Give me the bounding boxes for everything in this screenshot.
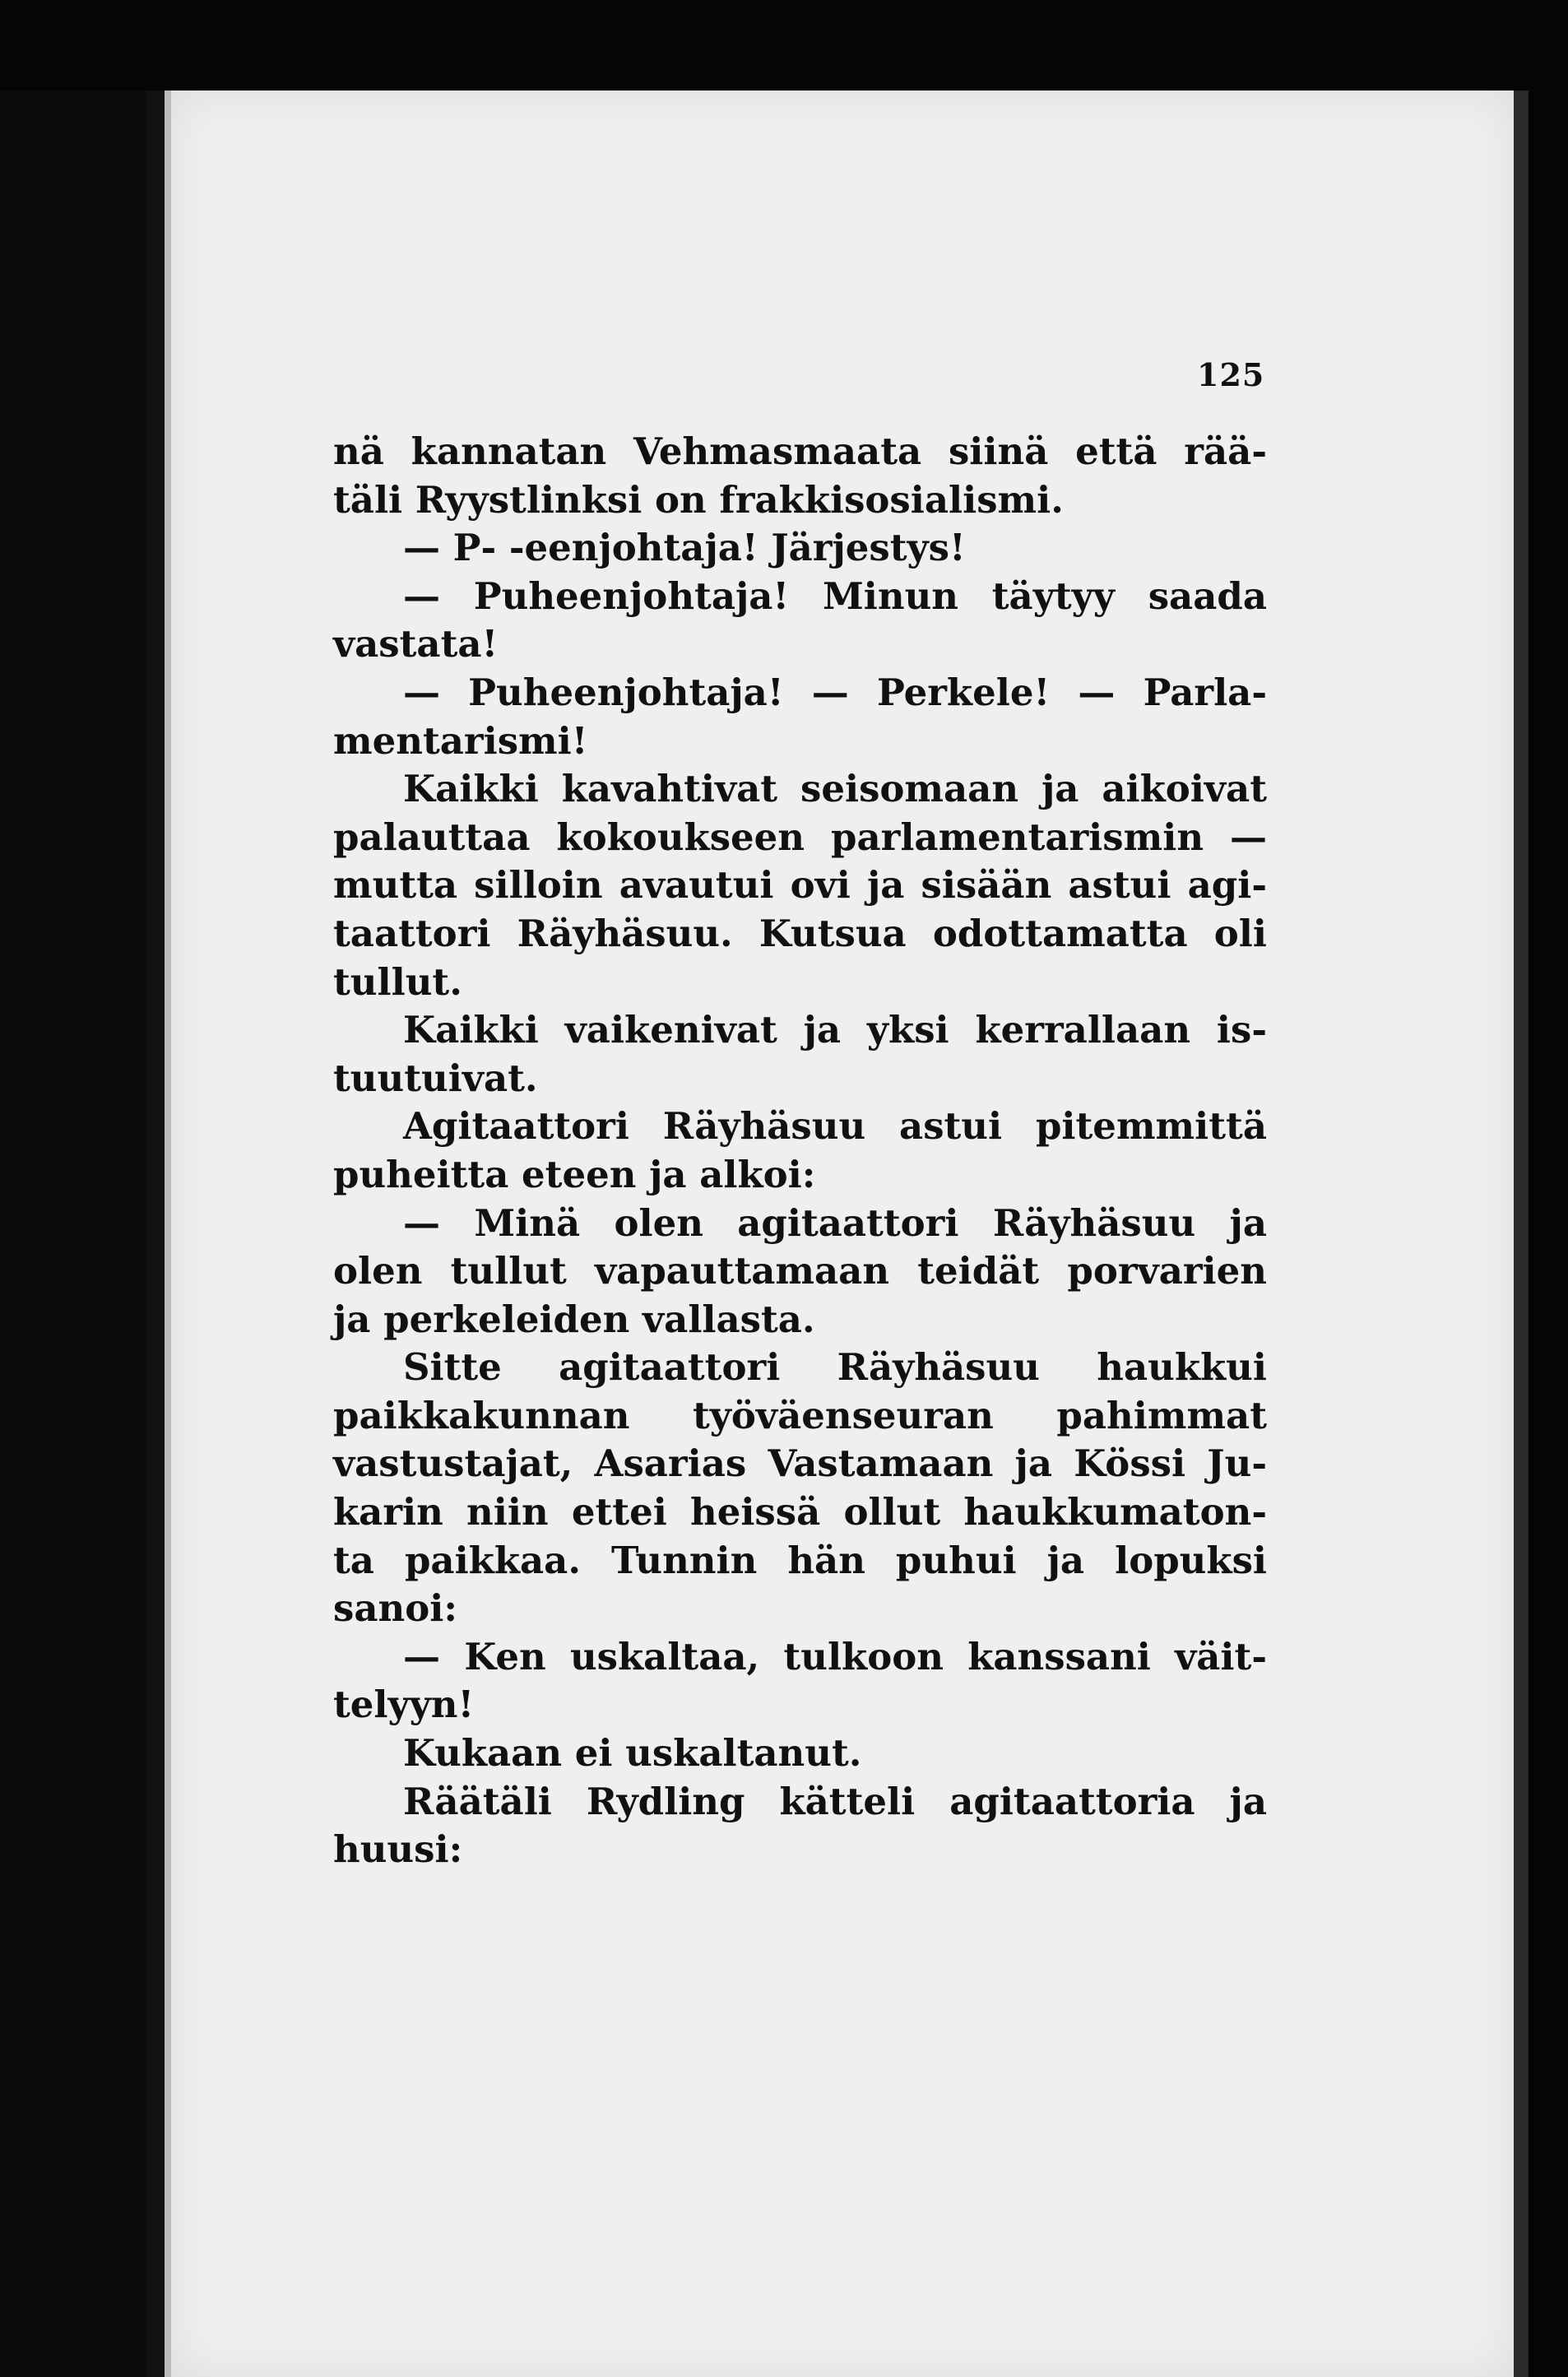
text-line: ta paikkaa. Tunnin hän puhui ja lopuksi <box>333 1538 1267 1582</box>
text-line: Agitaattori Räyhäsuu astui pitemmittä <box>403 1104 1267 1149</box>
text-line: mentarismi! <box>333 718 588 763</box>
text-line: nä kannatan Vehmasmaata siinä että rää- <box>333 429 1267 473</box>
text-line: paikkakunnan työväenseuran pahimmat <box>333 1393 1267 1437</box>
text-line: vastata! <box>333 622 499 666</box>
text-line: Kukaan ei uskaltanut. <box>403 1731 862 1776</box>
text-line: telyyn! <box>333 1683 475 1727</box>
page-number: 125 <box>1197 356 1265 393</box>
text-line: sanoi: <box>333 1586 457 1631</box>
text-line: vastustajat, Asarias Vastamaan ja Kössi Ju- <box>333 1442 1267 1486</box>
text-line: — Puheenjohtaja! — Perkele! — Parla- <box>403 670 1267 714</box>
text-line: Kaikki kavahtivat seisomaan ja aikoivat <box>403 767 1267 811</box>
text-line: — Minä olen agitaattori Räyhäsuu ja <box>403 1200 1267 1245</box>
text-line: olen tullut vapauttamaan teidät porvarien <box>333 1249 1267 1293</box>
text-line: palauttaa kokoukseen parlamentarismin — <box>333 815 1267 859</box>
text-line: tuutuivat. <box>333 1056 538 1100</box>
right-border <box>1529 0 1568 2377</box>
text-line: karin niin ettei heissä ollut haukkumaton- <box>333 1490 1267 1534</box>
text-line: — Puheenjohtaja! Minun täytyy saada <box>403 573 1267 618</box>
text-line: täli Ryystlinksi on frakkisosialismi. <box>333 477 1064 522</box>
text-line: Sitte agitaattori Räyhäsuu haukkui <box>403 1345 1267 1390</box>
top-border <box>0 0 1568 91</box>
text-line: Räätäli Rydling kätteli agitaattoria ja <box>403 1779 1267 1823</box>
page-right-edge <box>1514 91 1529 2377</box>
text-line: — P‑ ‑eenjohtaja! Järjestys! <box>403 526 966 570</box>
binding-edge <box>146 91 165 2377</box>
text-line: huusi: <box>333 1827 463 1872</box>
text-line: taattori Räyhäsuu. Kutsua odottamatta oli <box>333 911 1267 955</box>
text-line: ja perkeleiden vallasta. <box>333 1297 815 1341</box>
page-left-margin-edge <box>165 91 171 2377</box>
text-line: tullut. <box>333 959 462 1004</box>
body-text <box>333 428 1267 1874</box>
text-line: puheitta eteen ja alkoi: <box>333 1152 816 1196</box>
text-line: mutta silloin avautui ovi ja sisään astui agi- <box>333 863 1267 908</box>
text-line: — Ken uskaltaa, tulkoon kanssani väit- <box>403 1634 1267 1678</box>
text-line: Kaikki vaikenivat ja yksi kerrallaan is- <box>403 1008 1267 1052</box>
